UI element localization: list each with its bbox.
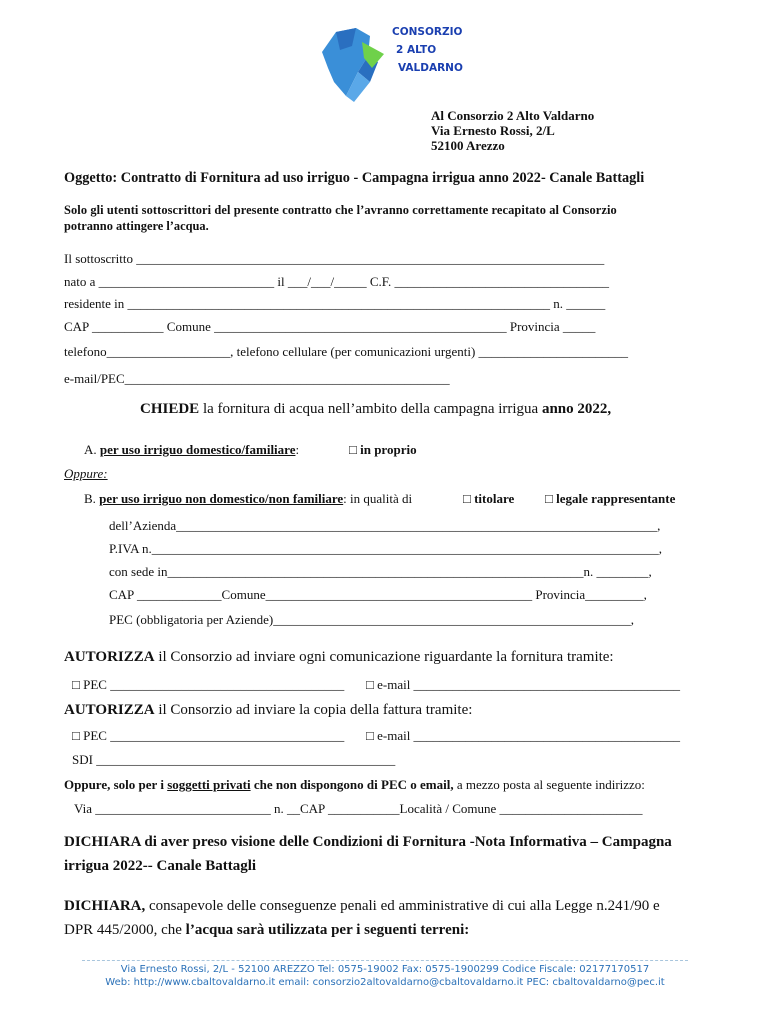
logo-line-1: CONSORZIO xyxy=(392,26,463,38)
dichiara-terreni-line-1 xyxy=(64,898,660,915)
dichiara-text: consapevole delle conseguenze penali ed amministrative di cui alla Legge n.241/90 e xyxy=(145,898,660,914)
recipient-line-3: 52100 Arezzo xyxy=(431,138,505,153)
footer-contacts xyxy=(0,977,770,988)
footer-divider xyxy=(82,960,688,961)
request-text: la fornitura di acqua nell’ambito della campagna irrigua xyxy=(199,401,542,417)
subject: Oggetto: Contratto di Fornitura ad uso irriguo - Campagna irrigua anno 2022- Canale Battagli xyxy=(64,170,645,186)
privati-line xyxy=(64,777,645,793)
checkbox-email-comunicazioni[interactable]: □ e-mail _________________________________________ xyxy=(366,677,681,692)
chiede-label: CHIEDE xyxy=(140,401,200,417)
option-b-marker: B. xyxy=(84,491,96,506)
dichiara-line2-b: l’acqua sarà utilizzata per i seguenti terreni: xyxy=(185,922,470,938)
autorizza-label-2: AUTORIZZA xyxy=(64,702,155,718)
option-b-suffix: : in qualità di xyxy=(343,491,413,506)
field-sottoscritto[interactable]: Il sottoscritto ________________________________________________________________________ xyxy=(64,251,605,266)
field-azienda[interactable]: dell’Azienda__________________________________________________________________________, xyxy=(109,518,661,533)
option-a xyxy=(84,442,299,458)
checkbox-pec-fattura[interactable]: □ PEC ____________________________________ xyxy=(72,728,345,743)
field-indirizzo-posta[interactable]: Via ___________________________ n. __CAP ___________Località / Comune ______________________ xyxy=(74,801,643,816)
privati-part-2: soggetti privati xyxy=(167,777,251,792)
privati-part-1: Oppure, solo per i xyxy=(64,777,168,792)
option-a-label: per uso irriguo domestico/familiare xyxy=(99,442,296,457)
option-a-colon: : xyxy=(295,442,300,457)
logo-line-3: VALDARNO xyxy=(398,62,463,74)
option-b xyxy=(84,491,412,507)
request-year: anno 2022, xyxy=(541,401,612,417)
field-sede[interactable]: con sede in________________________________________________________________n. ________, xyxy=(109,564,652,579)
checkbox-titolare[interactable]: □ titolare xyxy=(463,491,515,506)
dichiara-line2-a: DPR 445/2000, che xyxy=(64,922,186,938)
request-line xyxy=(140,401,611,418)
consorzio-logo xyxy=(318,22,463,104)
checkbox-pec-comunicazioni[interactable]: □ PEC ____________________________________ xyxy=(72,677,345,692)
dichiara-terreni-line-2 xyxy=(64,922,469,939)
field-piva[interactable]: P.IVA n.______________________________________________________________________________, xyxy=(109,541,663,556)
field-telefono[interactable]: telefono___________________, telefono cellulare (per comunicazioni urgenti) _______________________ xyxy=(64,344,629,359)
privati-part-4: a mezzo posta al seguente indirizzo: xyxy=(453,777,645,792)
notice-line-1: Solo gli utenti sottoscrittori del presente contratto che l’avranno correttamente recapitato al Consorzio xyxy=(64,203,617,217)
footer-email-pec: email: consorzio2altovaldarno@cbaltovaldarno.it PEC: cbaltovaldarno@pec.it xyxy=(275,977,665,988)
dichiara-label: DICHIARA, xyxy=(64,898,146,914)
footer-web-link[interactable]: http://www.cbaltovaldarno.it xyxy=(133,977,276,988)
autorizza-fattura xyxy=(64,702,472,719)
autorizza-text-1: il Consorzio ad inviare ogni comunicazione riguardante la fornitura tramite: xyxy=(154,649,614,665)
privati-part-3: che non dispongono di PEC o email, xyxy=(250,777,454,792)
dichiara-visione-line-1: DICHIARA di aver preso visione delle Condizioni di Fornitura -Nota Informativa – Campagna xyxy=(64,834,672,850)
autorizza-comunicazioni xyxy=(64,649,614,666)
field-email[interactable]: e-mail/PEC__________________________________________________ xyxy=(64,371,450,386)
option-a-marker: A. xyxy=(84,442,97,457)
autorizza-label-1: AUTORIZZA xyxy=(64,649,155,665)
notice-line-2: potranno attingere l’acqua. xyxy=(64,219,209,233)
oppure-label: Oppure: xyxy=(64,466,108,481)
footer-web-label: Web: xyxy=(105,977,134,988)
recipient-line-1: Al Consorzio 2 Alto Valdarno xyxy=(431,108,595,123)
checkbox-legale-rappresentante[interactable]: □ legale rappresentante xyxy=(545,491,676,506)
checkbox-email-fattura[interactable]: □ e-mail _________________________________________ xyxy=(366,728,681,743)
footer-address: Via Ernesto Rossi, 2/L - 52100 AREZZO Tel: 0575-19002 Fax: 0575-1900299 Codice Fiscale: 02177170517 xyxy=(120,964,650,975)
recipient-line-2: Via Ernesto Rossi, 2/L xyxy=(431,123,555,138)
field-sdi[interactable]: SDI ______________________________________________ xyxy=(72,752,396,767)
option-b-label: per uso irriguo non domestico/non familiare xyxy=(99,491,344,506)
field-residente[interactable]: residente in _________________________________________________________________ n. ______ xyxy=(64,296,606,311)
autorizza-text-2: il Consorzio ad inviare la copia della fattura tramite: xyxy=(154,702,473,718)
field-cap[interactable]: CAP ___________ Comune _____________________________________________ Provincia _____ xyxy=(64,319,596,334)
dichiara-visione-line-2: irrigua 2022-- Canale Battagli xyxy=(64,858,257,874)
field-azienda-cap[interactable]: CAP _____________Comune_________________________________________ Provincia_________, xyxy=(109,587,647,602)
field-nato[interactable]: nato a ___________________________ il ___/___/_____ C.F. _________________________________ xyxy=(64,274,609,289)
logo-line-2: 2 ALTO xyxy=(396,44,437,56)
field-azienda-pec[interactable]: PEC (obbligatoria per Aziende)_______________________________________________________, xyxy=(109,612,635,627)
checkbox-in-proprio[interactable]: □ in proprio xyxy=(349,442,417,457)
